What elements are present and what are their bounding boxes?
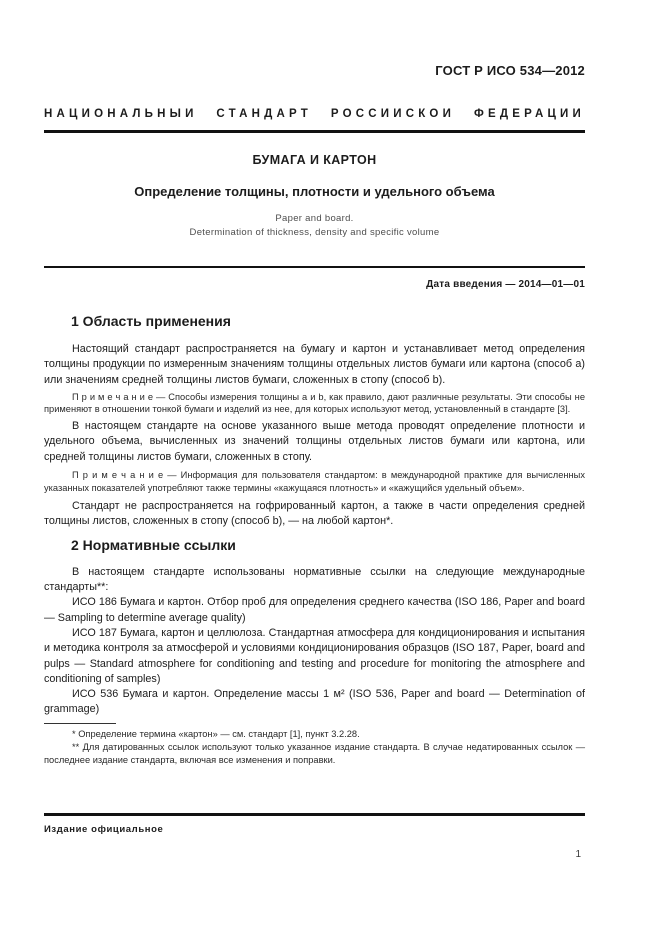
national-standard-banner: НАЦИОНАЛЬНЫЙ СТАНДАРТ РОССИЙСКОЙ ФЕДЕРАЦИИ [44,108,585,120]
page-footer [44,813,585,860]
footnote-cardboard: * Определение термина «картон» — см. стандарт [1], пункт 3.2.28. [72,728,360,739]
effective-date: Дата введения — 2014—01—01 [426,279,585,290]
footer-rule [44,813,585,816]
scope-paragraph-3: Стандарт не распространяется на гофрированный картон, а также в части определения средней толщины листов, сложенных в стопу (способ b), — на любой картон*. [44,500,585,528]
scope-paragraph-2: В настоящем стандарте на основе указанного выше метода проводят определение плотности и удельного объема, вычисленных из значений толщины отдельных листов бумаги или картона, или средней толщины листов бумаги, сложенных в стопу. [44,420,585,463]
doc-title-subject: БУМАГА И КАРТОН [252,153,377,167]
section-heading-references: 2 Нормативные ссылки [71,536,236,553]
doc-code: ГОСТ Р ИСО 534—2012 [435,63,585,78]
reference-iso-186: ИСО 186 Бумага и картон. Отбор проб для определения среднего качества (ISO 186, Paper and board — Sampling to determine average quality) [44,596,585,624]
scope-note-2: П р и м е ч а н и е — Информация для пользователя стандартом: в международной практике для вычисленных указанных показателей употребляют также термины «кажущаяся плотность» и «кажущийся удельный объем». [44,469,585,493]
reference-iso-536: ИСО 536 Бумага и картон. Определение массы 1 м² (ISO 536, Paper and board — Determination of grammage) [44,688,585,716]
document-content [44,0,585,766]
official-edition-label: Издание официальное [44,824,164,835]
footnote-dated-refs: ** Для датированных ссылок используют только указанное издание стандарта. В случае недатированных ссылок — последнее издание стандарта, включая все изменения и поправки. [44,742,585,765]
section-heading-scope: 1 Область применения [71,313,231,329]
header-rule [44,130,585,133]
footnote-separator [44,723,116,724]
doc-title-en-line1: Paper and board. [275,213,354,224]
references-intro: В настоящем стандарте использованы нормативные ссылки на следующие международные стандарты**: [44,565,585,594]
reference-iso-187: ИСО 187 Бумага, картон и целлюлоза. Стандартная атмосфера для кондиционирования и испытания и методика контроля за атмосферой и условиями кондиционирования образцов (ISO 187, Paper, board and pulps — Standard atmosphere for conditioning and testing and procedure for monitoring the atmosphere and conditioning of samples) [44,626,585,685]
scope-paragraph-1: Настоящий стандарт распространяется на бумагу и картон и устанавливает метод определения толщины продукции по измеренным значениям толщины отдельных листов бумаги или картона (способ a) или значениям средней толщины листов бумаги, сложенных в стопу (способ b). [44,343,585,386]
date-rule [44,266,585,268]
page-number: 1 [575,849,581,860]
doc-title-name: Определение толщины, плотности и удельного объема [134,184,495,199]
scope-note-1: П р и м е ч а н и е — Способы измерения толщины a и b, как правило, дают различные результаты. Эти способы не применяют в отношении тонкой бумаги и изделий из нее, для которых используют метод, установленный в стандарте [3]. [44,391,585,415]
doc-title-en-line2: Determination of thickness, density and specific volume [189,227,440,238]
